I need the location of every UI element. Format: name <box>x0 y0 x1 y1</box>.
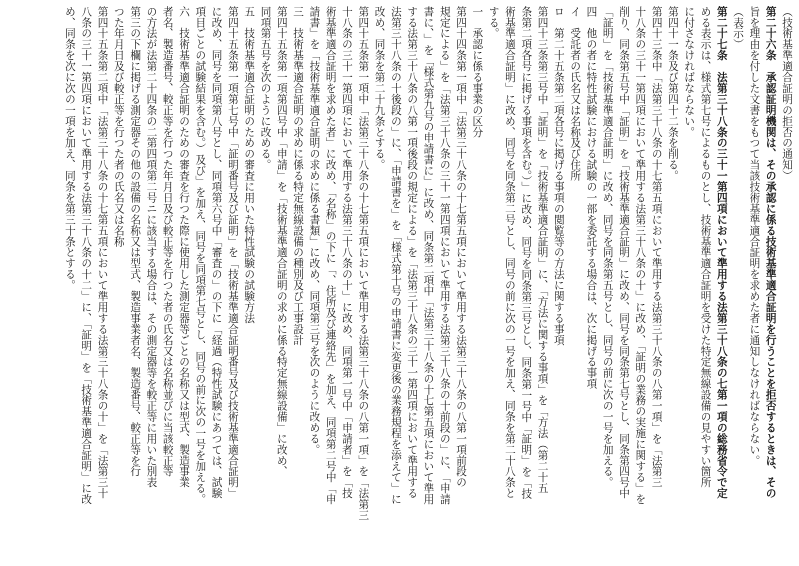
text-line: 術基準適合証明」に改め、同号を同条第二号とし、同号の前に次の一号を加え、同条を第二十八条と <box>503 6 516 499</box>
text-line: 「証明」を「技術基準適合証明」に改め、同号を同条第五号とし、同号の前に次の一号を加える。 <box>601 6 614 488</box>
text-line: 削り、同条第五号中「証明」を「技術基準適合証明」に改め、同号を同条第七号とし、同条第四号中 <box>618 6 631 499</box>
text-line: 請書」を「技術基準適合証明の求めに係る書類」に改め、同項第三号を次のように改める。 <box>308 6 321 455</box>
text-line: 十八条の三十一第四項において準用する法第三十八条の十」に改め、同項第一号中「申請者」を「技 <box>340 6 353 499</box>
text-line: 第四十三条第三号中「証明」を「技術基準適合証明」に、「方法に関する事項」を「方法（第二十五 <box>536 6 549 494</box>
text-line: 同項第五号を次のように改める。 <box>259 6 272 171</box>
text-line: の方法が法第二十四条の二第四項第二号ニに該当する場合は、その測定器等を較正等に用いた別表 <box>145 6 158 488</box>
text-line: 第四十一条及び第四十二条を削る。 <box>666 6 679 182</box>
text-line: 改め、同条を第二十九条とする。 <box>373 6 386 171</box>
text-line: （表示） <box>732 6 745 50</box>
text-line: 十八条の三十一第四項において準用する法第三十八条の十」に改め、「証明の業務の実施に関する」を <box>634 6 647 505</box>
text-line: 法第三十八条の十後段の」に、「申請書を」を「様式第十号の申請書に変更後の業務規程を添えて」に <box>389 6 402 505</box>
text-line: 第四十五条第一項中「法第三十八条の十七第五項において準用する法第三十八条の八第一項」を「法第三 <box>357 6 370 521</box>
text-line: 第四十五条第二項中「法第三十八条の十七第五項において準用する法第三十八条の十」を「法第三十 <box>96 6 109 499</box>
text-line: め、同条を次に次の一項を加え、同条を第三十条とする。 <box>63 6 76 291</box>
text-line: 第四十三条中「法第三十八条の十七第五項において準用する法第三十八条の八第一項」を「法第三 <box>650 6 663 488</box>
text-line: 三 技術基準適合証明の求めに係る特定無線設備の種別及び工事設計 <box>292 6 305 346</box>
text-line: する。 <box>487 6 500 39</box>
text-line: 第二十六条 承認証明機関は、その承認に係る技術基準適合証明を行うことを拒否するときは、その <box>764 6 777 499</box>
text-line: 八条の三十一第四項において準用する法第三十八条の十二」に、「証明」を「技術基準適合証明」に改 <box>80 6 93 505</box>
text-line: める表示は、様式第七号によるものとし、技術基準適合証明を受けた特定無線設備の見やすい箇所 <box>699 6 712 488</box>
text-line: 第二十七条 法第三十八条の三十一第四項において準用する法第三十八条の七第一項の総務省令で定 <box>715 6 728 499</box>
text-line: （技術基準適合証明の拒否の通知） <box>781 6 793 182</box>
text-line: 五 技術基準適合証明のための審査に用いた特性試験の試験方法 <box>243 6 256 324</box>
text-line: ロ 第二十五条第二項各号に掲げる事項の閲覧等の方法に関する事項 <box>552 6 565 346</box>
text-line: する法第三十八条の八第一項後段の規定による」を「法第三十八条の三十一第四項において準用する <box>406 6 419 499</box>
text-line: に付さなければならない。 <box>683 6 696 138</box>
text-line: つた年月日及び較正等を行つた者の氏名又は名称 <box>112 6 125 247</box>
text-line: 第三の下欄に掲げる測定器その他の設備の名称又は型式、製造事業者名、製造番号、較正等を行 <box>129 6 142 477</box>
text-line: イ 受託者の氏名又は名称及び住所 <box>569 6 582 182</box>
text-line: 四 他の者に特性試験における試験の一部を委託する場合は、次に掲げる事項 <box>585 6 598 390</box>
text-line: に改め、同号を同項第八号とし、同項第六号中「審査の」の下に「経過（特性試験にあつては、試験 <box>210 6 223 499</box>
vertical-text-body <box>4 6 795 558</box>
text-line: 術基準適合証明を求めた者」に改め、「名称」の下に「、住所及び連絡先」を加え、同項第二号中「申 <box>324 6 337 505</box>
text-line: 旨を理由を付した文書をもつて当該技術基準適合証明を求めた者に通知しなければならない。 <box>748 6 761 466</box>
text-line: 項目ごとの試験結果を含む。）及び」を加え、同号を同項第七号とし、同号の前に次の一号を加える。 <box>194 6 207 505</box>
text-line: 者名、製造番号、較正等を行つた年月日及び較正等を行つた者の氏名又は名称並びに当該較正等 <box>161 6 174 477</box>
text-line: 規定による」を「法第三十八条の三十一第四項において準用する法第三十八条の十前段の」に、「申請 <box>438 6 451 505</box>
text-line: 第四十五条第一項第七号中「証明番号及び証明」を「技術基準適合証明番号及び技術基準適合証明」 <box>226 6 239 499</box>
text-line: 第四十四条第一項中「法第三十八条の十七第五項において準用する法第三十八条の八第一項前段の <box>455 6 468 488</box>
text-line: 書に、」を「様式第九号の申請書に」に改め、同条第二項中「法第三十八条の十七第五項において準用 <box>422 6 435 505</box>
text-line: 第四十五条第一項第四号中「申請」を「技術基準適合証明の求めに係る特定無線設備」に改め、 <box>275 6 288 477</box>
text-line: 条第二項各号に掲げる事項を含む。）」に改め、同号を同条第三号とし、同条第一号中「証明」を「技 <box>520 6 533 500</box>
text-line: 一 承認に係る事業の区分 <box>471 6 484 138</box>
text-line: 六 技術基準適合証明のための審査を行つた際に使用した測定器等ごとの名称又は型式、製造事業 <box>178 6 191 488</box>
